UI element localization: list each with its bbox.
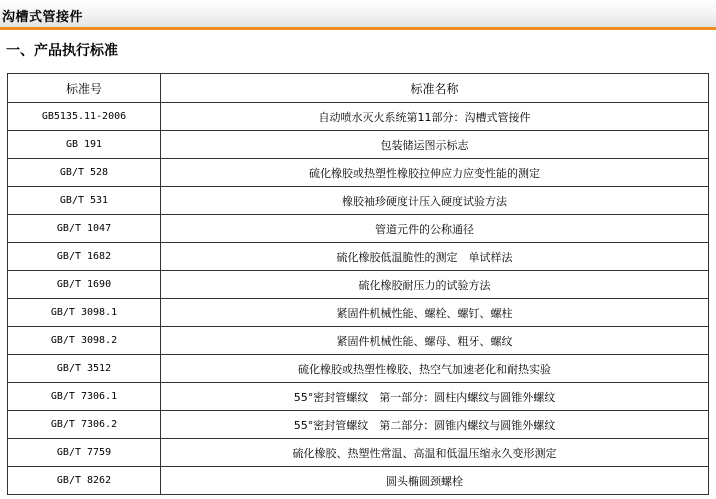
standard-code-cell: GB/T 531 [8, 187, 161, 215]
standard-name-cell: 自动喷水灭火系统第11部分：沟槽式管接件 [161, 103, 709, 131]
standard-name-cell: 硫化橡胶或热塑性橡胶拉伸应力应变性能的测定 [161, 159, 709, 187]
standard-name-cell: 包装储运图示标志 [161, 131, 709, 159]
standard-code-cell: GB/T 8262 [8, 467, 161, 495]
standard-code-cell: GB/T 3098.1 [8, 299, 161, 327]
standard-code-cell: GB5135.11-2006 [8, 103, 161, 131]
column-header-name: 标准名称 [161, 74, 709, 103]
table-row [8, 215, 709, 243]
table-row [8, 383, 709, 411]
standards-table [7, 73, 709, 495]
table-body [8, 103, 709, 495]
standard-code-cell: GB/T 528 [8, 159, 161, 187]
standard-name-cell: 硫化橡胶或热塑性橡胶、热空气加速老化和耐热实验 [161, 355, 709, 383]
standard-name-cell: 55°密封管螺纹 第二部分：圆锥内螺纹与圆锥外螺纹 [161, 411, 709, 439]
table-row [8, 439, 709, 467]
header-bar [0, 0, 716, 30]
standard-name-cell: 紧固件机械性能、螺栓、螺钉、螺柱 [161, 299, 709, 327]
table-row [8, 243, 709, 271]
standard-code-cell: GB/T 7306.2 [8, 411, 161, 439]
table-row [8, 103, 709, 131]
table-row [8, 187, 709, 215]
standard-code-cell: GB/T 1682 [8, 243, 161, 271]
standard-name-cell: 圆头椭圆颈螺栓 [161, 467, 709, 495]
standard-name-cell: 硫化橡胶耐压力的试验方法 [161, 271, 709, 299]
standard-code-cell: GB/T 3512 [8, 355, 161, 383]
standard-code-cell: GB/T 1690 [8, 271, 161, 299]
table-row [8, 411, 709, 439]
standard-name-cell: 硫化橡胶低温脆性的测定 单试样法 [161, 243, 709, 271]
standard-code-cell: GB/T 3098.2 [8, 327, 161, 355]
table-row [8, 467, 709, 495]
standard-code-cell: GB/T 7306.1 [8, 383, 161, 411]
standard-code-cell: GB/T 1047 [8, 215, 161, 243]
standard-name-cell: 硫化橡胶、热塑性常温、高温和低温压缩永久变形测定 [161, 439, 709, 467]
table-row [8, 131, 709, 159]
column-header-code: 标准号 [8, 74, 161, 103]
page-title: 沟槽式管接件 [2, 10, 84, 25]
table-row [8, 159, 709, 187]
table-row [8, 299, 709, 327]
section-title: 一、产品执行标准 [6, 43, 118, 59]
standard-name-cell: 55°密封管螺纹 第一部分：圆柱内螺纹与圆锥外螺纹 [161, 383, 709, 411]
table-header-row [8, 74, 709, 103]
table-row [8, 327, 709, 355]
standard-name-cell: 橡胶袖珍硬度计压入硬度试验方法 [161, 187, 709, 215]
standard-code-cell: GB/T 7759 [8, 439, 161, 467]
standard-name-cell: 紧固件机械性能、螺母、粗牙、螺纹 [161, 327, 709, 355]
standard-code-cell: GB 191 [8, 131, 161, 159]
table-row [8, 355, 709, 383]
table-row [8, 271, 709, 299]
standard-name-cell: 管道元件的公称通径 [161, 215, 709, 243]
